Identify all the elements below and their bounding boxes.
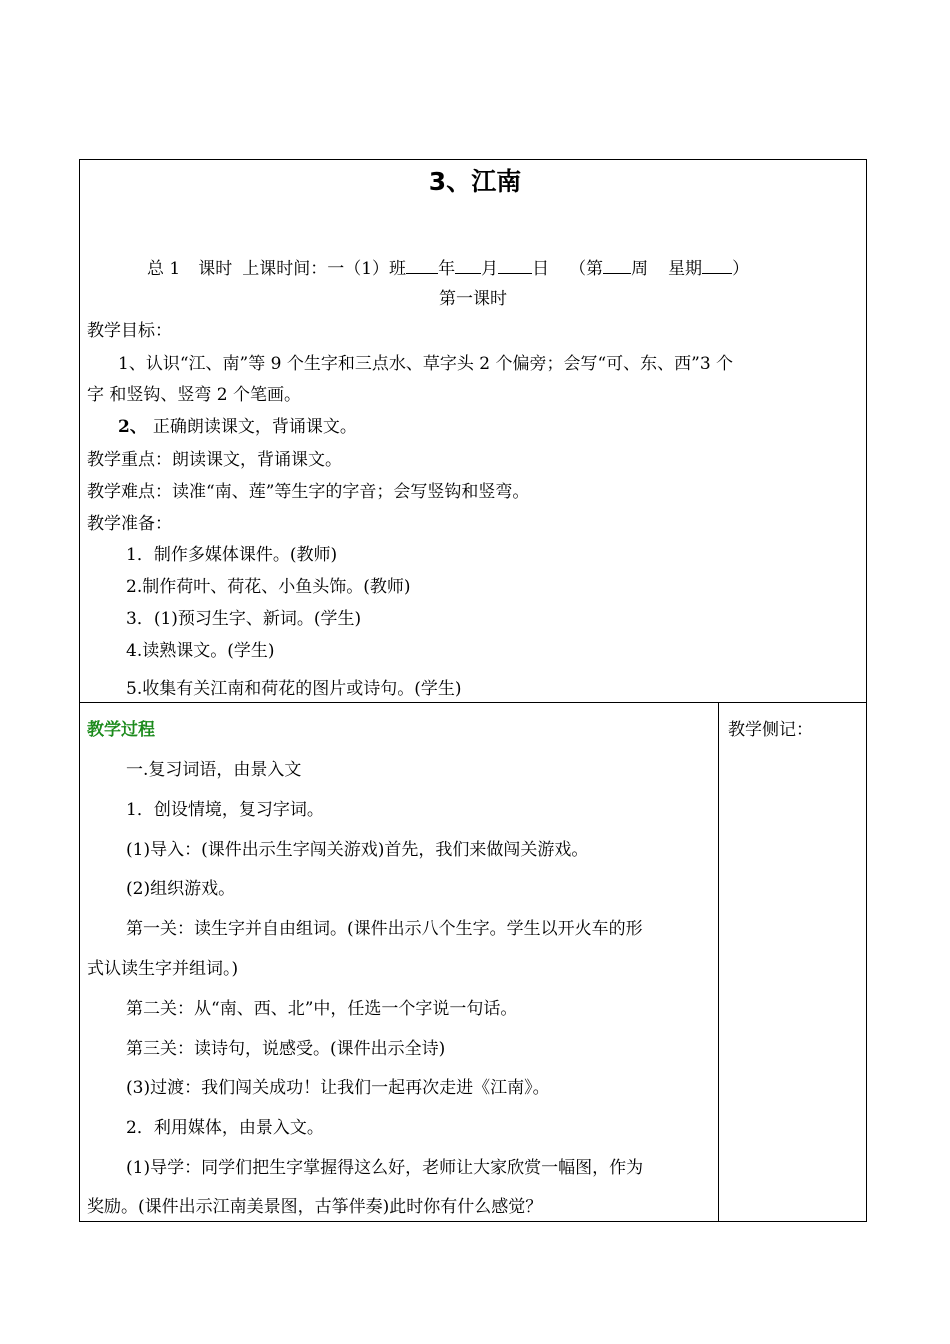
prep-item: 5.收集有关江南和荷花的图片或诗句。(学生) (126, 679, 462, 699)
weekday-label: 星期 (668, 259, 703, 279)
goals-label: 教学目标： (87, 321, 172, 341)
process-line: 奖励。(课件出示江南美景图，古筝伴奏)此时你有什么感觉？ (87, 1197, 543, 1217)
process-line: (2)组织游戏。 (126, 879, 236, 899)
process-line: 第三关：读诗句，说感受。(课件出示全诗) (126, 1039, 446, 1059)
lesson-title: 3、江南 (428, 167, 522, 196)
day-blank (498, 256, 532, 274)
goal-2-text: 正确朗读课文，背诵课文。 (152, 417, 357, 437)
process-line: 第二关：从“南、西、北”中，任选一个字说一句话。 (126, 999, 518, 1019)
day-label: 日 (532, 259, 550, 279)
month-blank (455, 256, 481, 274)
month-label: 月 (481, 259, 499, 279)
prep-item: 1．制作多媒体课件。(教师) (126, 545, 338, 565)
prep-label: 教学准备： (87, 514, 172, 534)
process-line: 第一关：读生字并自由组词。(课件出示八个生字。学生以开火车的形 (126, 919, 643, 939)
side-note-label: 教学侧记： (728, 720, 813, 740)
process-line: 2．利用媒体，由景入文。 (126, 1118, 324, 1138)
prep-item: 2.制作荷叶、荷花、小鱼头饰。(教师) (126, 577, 411, 597)
week-label: 周 (631, 259, 649, 279)
total-count: 总 1 (147, 259, 181, 279)
process-line: 式认读生字并组词。) (87, 959, 239, 979)
column-divider (718, 702, 719, 1222)
goal-2-number: 2、 (118, 417, 147, 437)
goal-2 (118, 417, 357, 437)
prep-item: 4.读熟课文。(学生) (126, 641, 275, 661)
prep-item: 3．(1)预习生字、新词。(学生) (126, 609, 362, 629)
process-line: (3)过渡：我们闯关成功！让我们一起再次走进《江南》。 (126, 1078, 550, 1098)
table-divider (79, 702, 867, 703)
process-line: 1．创设情境，复习字词。 (126, 800, 324, 820)
key-points: 教学重点：朗读课文，背诵课文。 (87, 450, 342, 470)
process-label: 教学过程 (87, 720, 155, 740)
goal-1-line-2: 字 和竖钩、竖弯 2 个笔画。 (87, 385, 302, 405)
goal-1-line-1: 1、认识“江、南”等 9 个生字和三点水、草字头 2 个偏旁；会写“可、东、西”3 个 (118, 354, 734, 374)
week-open: （第 (569, 259, 604, 279)
schedule-close: ） (732, 259, 750, 279)
hours-label: 课时 (198, 259, 233, 279)
year-blank (406, 256, 438, 274)
process-line: (1)导入：(课件出示生字闯关游戏)首先，我们来做闯关游戏。 (126, 840, 589, 860)
difficulties: 教学难点：读准“南、莲”等生字的字音；会写竖钩和竖弯。 (87, 482, 530, 502)
period-label: 第一课时 (439, 289, 507, 309)
week-blank (603, 256, 631, 274)
weekday-blank (702, 256, 732, 274)
process-line: (1)导学：同学们把生字掌握得这么好，老师让大家欣赏一幅图，作为 (126, 1158, 644, 1178)
schedule-line (147, 256, 749, 279)
process-line: 一.复习词语，由景入文 (126, 760, 302, 780)
time-label: 上课时间：一（1）班 (242, 259, 407, 279)
year-label: 年 (438, 259, 456, 279)
